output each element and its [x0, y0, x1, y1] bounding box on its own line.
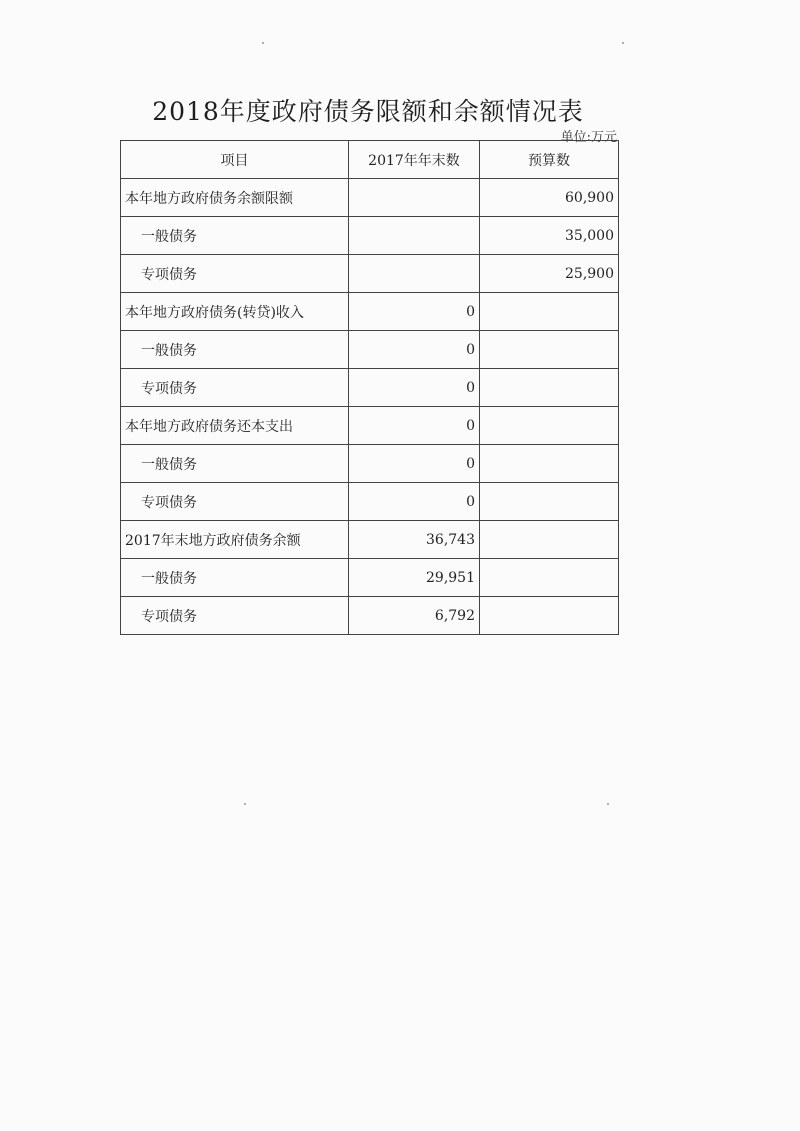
row-prev-value: 0 [349, 483, 480, 521]
row-prev-value: 29,951 [349, 559, 480, 597]
row-prev-value: 6,792 [349, 597, 480, 635]
header-budget: 预算数 [480, 141, 619, 179]
row-item: 一般债务 [121, 445, 349, 483]
scan-speck [262, 42, 264, 44]
row-item: 专项债务 [121, 255, 349, 293]
row-budget-value [480, 369, 619, 407]
table-row [121, 407, 619, 445]
row-budget-value: 35,000 [480, 217, 619, 255]
row-budget-value [480, 521, 619, 559]
table-row [121, 483, 619, 521]
row-item: 专项债务 [121, 369, 349, 407]
row-budget-value: 25,900 [480, 255, 619, 293]
scan-speck [244, 803, 246, 805]
row-budget-value [480, 445, 619, 483]
row-budget-value [480, 331, 619, 369]
row-item: 专项债务 [121, 597, 349, 635]
row-prev-value [349, 255, 480, 293]
table-row [121, 445, 619, 483]
table-row [121, 521, 619, 559]
row-prev-value [349, 217, 480, 255]
row-prev-value: 0 [349, 369, 480, 407]
row-item: 本年地方政府债务(转贷)收入 [121, 293, 349, 331]
row-item: 一般债务 [121, 331, 349, 369]
table-row [121, 255, 619, 293]
row-prev-value: 0 [349, 331, 480, 369]
page-title: 2018年度政府债务限额和余额情况表 [152, 97, 584, 126]
row-prev-value: 0 [349, 445, 480, 483]
row-budget-value [480, 483, 619, 521]
table-row [121, 369, 619, 407]
header-row [121, 141, 619, 179]
table-row [121, 179, 619, 217]
table-row [121, 597, 619, 635]
row-item: 一般债务 [121, 217, 349, 255]
row-item: 本年地方政府债务余额限额 [121, 179, 349, 217]
row-budget-value [480, 407, 619, 445]
row-item: 专项债务 [121, 483, 349, 521]
row-budget-value [480, 559, 619, 597]
table-row [121, 293, 619, 331]
scan-speck [607, 803, 609, 805]
row-budget-value [480, 597, 619, 635]
table-row [121, 559, 619, 597]
table-row [121, 331, 619, 369]
row-item: 2017年末地方政府债务余额 [121, 521, 349, 559]
unit-label: 单位:万元 [560, 130, 617, 145]
row-item: 一般债务 [121, 559, 349, 597]
header-2017-year-end: 2017年年末数 [349, 141, 480, 179]
row-prev-value: 36,743 [349, 521, 480, 559]
row-budget-value [480, 293, 619, 331]
row-budget-value: 60,900 [480, 179, 619, 217]
debt-table [120, 140, 619, 635]
row-prev-value: 0 [349, 293, 480, 331]
header-item: 项目 [121, 141, 349, 179]
scan-speck [622, 42, 624, 44]
row-item: 本年地方政府债务还本支出 [121, 407, 349, 445]
row-prev-value [349, 179, 480, 217]
row-prev-value: 0 [349, 407, 480, 445]
table-row [121, 217, 619, 255]
